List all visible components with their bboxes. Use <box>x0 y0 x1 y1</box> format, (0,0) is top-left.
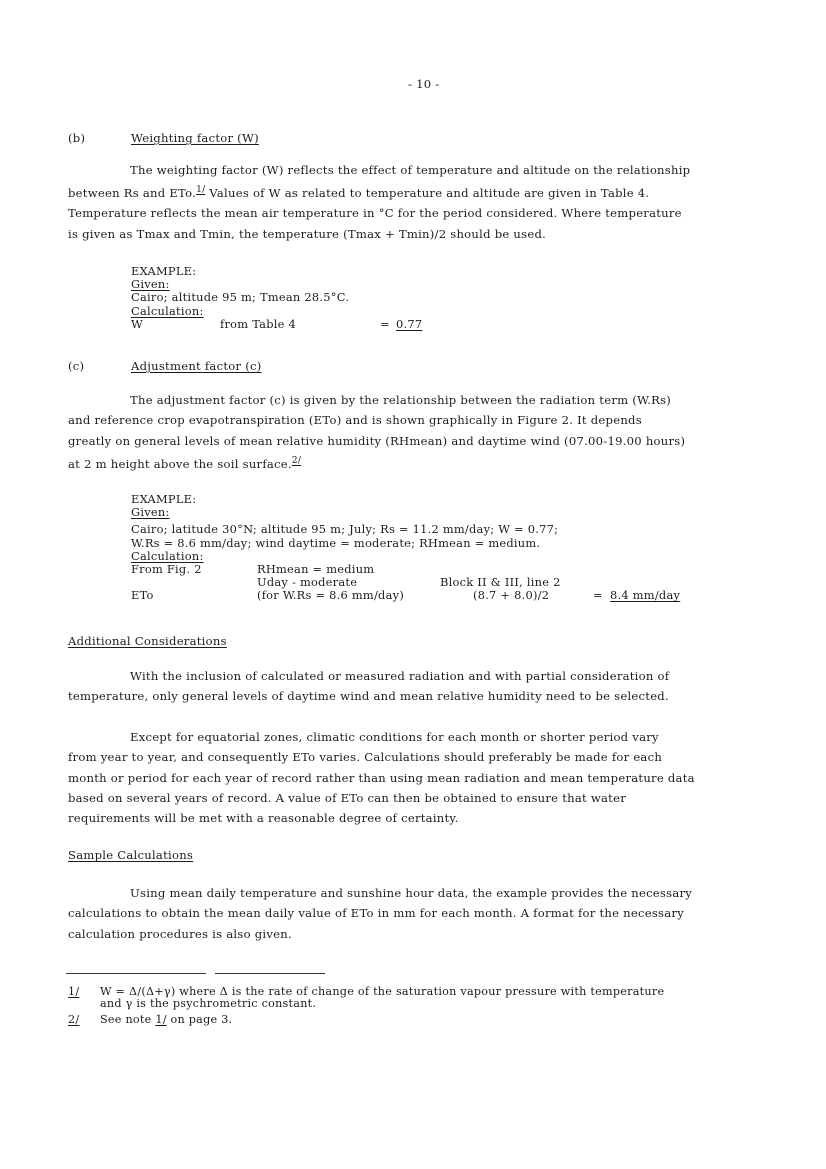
section-c-heading: Adjustment factor (c) <box>131 359 262 373</box>
footnote-ref: 2/ <box>291 455 302 466</box>
section-c-label: (c) <box>68 359 85 373</box>
para-line: and reference crop evapotranspiration (ETo) and is shown graphically in Figure 2. It depends <box>68 413 642 428</box>
para-line: The weighting factor (W) reflects the effect of temperature and altitude on the relationship <box>130 163 691 177</box>
para-line: The adjustment factor (c) is given by the relationship between the radiation term (W.Rs) <box>130 393 672 407</box>
para-line: from year to year, and consequently ETo varies. Calculations should preferably be made for each <box>68 750 663 765</box>
additional-heading: Additional Considerations <box>68 634 227 648</box>
footnote-1 <box>68 985 665 1010</box>
additional-paragraph-1 <box>68 666 760 707</box>
footnote-rule <box>66 973 206 974</box>
example-c <box>131 492 681 603</box>
footnote-mark: 2/ <box>68 1013 80 1026</box>
footnote-mark: 1/ <box>68 985 80 998</box>
section-c-paragraph <box>68 390 760 474</box>
footnote-text: See note 1/ on page 3. <box>100 1013 233 1026</box>
para-line: With the inclusion of calculated or measured radiation and with partial consideration of <box>130 669 670 683</box>
footnote-text: W = Δ/(Δ+γ) where Δ is the rate of change of the saturation vapour pressure with temperature <box>100 985 665 998</box>
given-label: Given: <box>131 505 170 520</box>
w-source: from Table 4 <box>220 316 296 331</box>
from-fig: From Fig. 2 <box>131 562 202 577</box>
calculation-label: Calculation: <box>131 303 204 318</box>
para-line: Except for equatorial zones, climatic conditions for each month or shorter period vary <box>130 730 659 744</box>
para-line: Temperature reflects the mean air temperature in °C for the period considered. Where temperature <box>68 206 682 221</box>
example-b <box>131 264 423 331</box>
eto-eq: = <box>593 588 603 603</box>
given-line: W.Rs = 8.6 mm/day; wind daytime = moderate; RHmean = medium. <box>131 535 541 550</box>
section-b-heading: Weighting factor (W) <box>131 131 259 145</box>
sample-heading: Sample Calculations <box>68 848 194 862</box>
para-line: month or period for each year of record rather than using mean radiation and mean temperature data <box>68 770 695 785</box>
w-value: 0.77 <box>396 316 423 331</box>
example-title: EXAMPLE: <box>131 264 197 278</box>
para-line: temperature, only general levels of daytime wind and mean relative humidity need to be selected. <box>68 689 669 704</box>
eto-for: (for W.Rs = 8.6 mm/day) <box>257 588 405 603</box>
w-eq: = <box>380 316 390 331</box>
given-label: Given: <box>131 277 170 292</box>
w-label: W <box>131 316 143 331</box>
calc-row <box>131 316 423 331</box>
para-line: requirements will be met with a reasonable degree of certainty. <box>68 811 459 826</box>
footnote-ref: 1/ <box>155 1013 167 1026</box>
footnote-ref: 1/ <box>196 185 206 196</box>
para-line: calculations to obtain the mean daily value of ETo in mm for each month. A format for the necessary <box>68 906 684 921</box>
eto-label: ETo <box>131 588 154 603</box>
para-line: Using mean daily temperature and sunshine hour data, the example provides the necessary <box>130 886 693 900</box>
calc-row <box>131 588 681 603</box>
para-line: at 2 m height above the soil surface.$^{2/}$ <box>68 455 302 471</box>
section-b-paragraph <box>68 160 760 244</box>
para-line: is given as Tmax and Tmin, the temperature (Tmax + Tmin)/2 should be used. <box>68 226 547 241</box>
para-line: greatly on general levels of mean relative humidity (RHmean) and daytime wind (07.00-19.00 hours) <box>68 433 686 448</box>
page-number: - 10 - <box>408 77 440 91</box>
given-text: Cairo; altitude 95 m; Tmean 28.5°C. <box>131 290 350 305</box>
rh-line: RHmean = medium <box>257 562 375 577</box>
para-line: based on several years of record. A value of ETo can then be obtained to ensure that water <box>68 790 626 805</box>
example-title: EXAMPLE: <box>131 492 197 506</box>
eto-calc: (8.7 + 8.0)/2 <box>473 588 550 603</box>
eto-value: 8.4 mm/day <box>610 588 681 603</box>
para-line: calculation procedures is also given. <box>68 926 292 941</box>
additional-paragraph-2 <box>68 727 760 828</box>
footnote-rule <box>215 973 325 974</box>
section-b-label: (b) <box>68 131 86 145</box>
footnote-2 <box>68 1013 233 1026</box>
uday-line: Uday - moderate <box>257 575 358 590</box>
sample-paragraph <box>68 883 760 944</box>
block-line: Block II & III, line 2 <box>440 575 561 590</box>
calculation-label: Calculation: <box>131 548 204 563</box>
footnote-text: and γ is the psychrometric constant. <box>100 997 317 1010</box>
given-line: Cairo; latitude 30°N; altitude 95 m; July; Rs = 11.2 mm/day; W = 0.77; <box>131 522 559 537</box>
para-line: between Rs and ETo.$^{1/}$ Values of W as related to temperature and altitude are given in Table 4. <box>68 185 650 201</box>
